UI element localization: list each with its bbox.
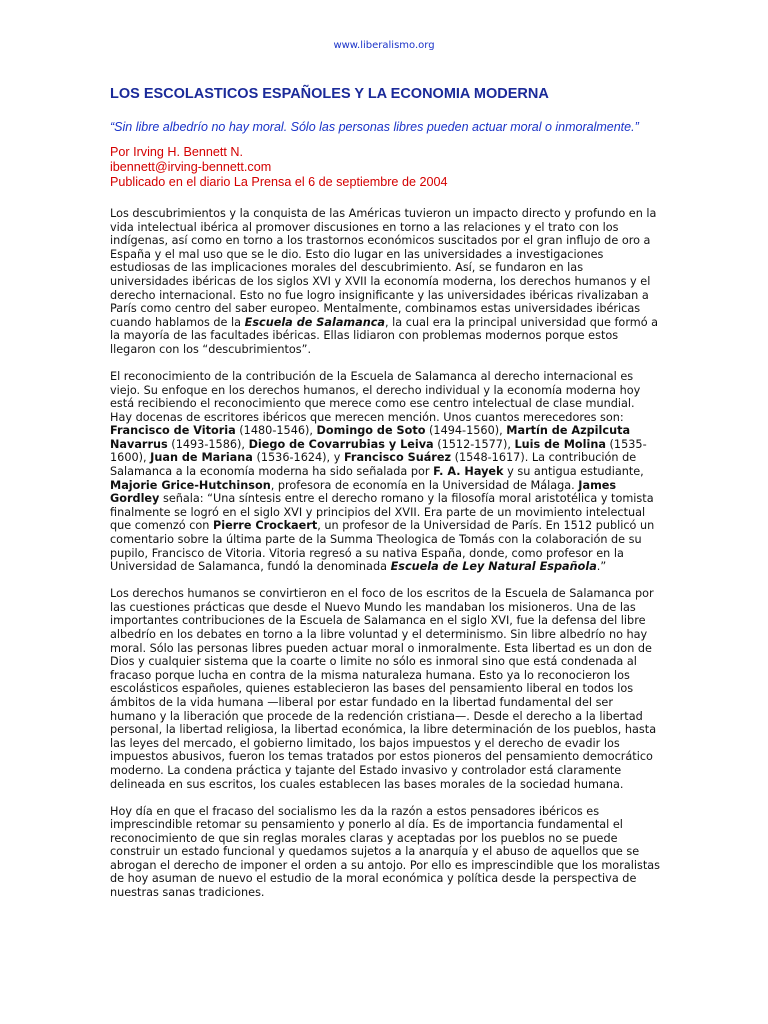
text-run: , la cual era la principal universidad que formó a la mayoría de las facultades ibéricas. Ellas lidiaron con problemas modernos porque estos llegaron con los “descubrimientos”. xyxy=(110,315,659,356)
text-run: , un profesor de la Universidad de París. En 1512 publicó un comentario sobre la última parte de la Summa Theologica de Tomás con la colaboración de su pupilo, Francisco de Vitoria. Vitoria regresó a su nativa España, donde, como profesor en la Universidad de Salamanca, fundó la denominada xyxy=(110,519,655,574)
site-url-link[interactable]: www.liberalismo.org xyxy=(333,40,435,51)
bold-name: Luis de Molina xyxy=(514,437,606,451)
text-run: (1493-1586), xyxy=(167,437,249,451)
bold-name: Juan de Mariana xyxy=(150,451,253,465)
text-run: (1494-1560), xyxy=(425,424,507,438)
bold-italic-term: Escuela de Ley Natural Española xyxy=(390,560,597,574)
body-paragraph xyxy=(110,370,660,574)
body-paragraph xyxy=(110,805,660,900)
author-line: Por Irving H. Bennett N. xyxy=(110,145,243,159)
text-run: (1480-1546), xyxy=(235,424,317,438)
article-title: LOS ESCOLASTICOS ESPAÑOLES Y LA ECONOMIA MODERNA xyxy=(110,86,549,102)
text-run: El reconocimiento de la contribución de la Escuela de Salamanca al derecho internacional es viejo. Su enfoque en los derechos humanos, el derecho individual y la economía moderna hoy está recibiendo el reconocimiento que merece como ese centro intelectual de clase mundial. Hay docenas de escritores ibéricos que merecen mención. Unos cuantos merecedores son: xyxy=(110,369,641,424)
bold-name: James Gordley xyxy=(110,478,617,506)
bold-name: Majorie Grice-Hutchinson xyxy=(110,478,271,492)
article-body xyxy=(110,207,660,913)
text-run: (1536-1624), y xyxy=(252,451,344,465)
text-run: Hoy día en que el fracaso del socialismo les da la razón a estos pensadores ibéricos es imprescindible retomar su pensamiento y ponerlo al día. Es de importancia fundamental el reconocimiento de que sin reglas morales claras y aceptadas por los pueblos no se puede construir un estado funcional y quedamos sujetos a la anarquía y el abuso de aquellos que se abrogan el derecho de imponer el orden a su antojo. Por ello es imprescindible que los moralistas de hoy asuman de nuevo el estudio de la moral económica y política desde la perspectiva de nuestras sanas tradiciones. xyxy=(110,804,660,900)
bold-name: Francisco de Vitoria xyxy=(110,424,236,438)
epigraph-quote: “Sin libre albedrío no hay moral. Sólo las personas libres pueden actuar moral o inmoralmente.” xyxy=(110,120,639,134)
publication-line: Publicado en el diario La Prensa el 6 de septiembre de 2004 xyxy=(110,175,448,189)
byline xyxy=(110,145,447,190)
text-run: (1548-1617). La contribución de Salamanca a la economía moderna ha sido señalada por xyxy=(110,451,637,479)
body-paragraph xyxy=(110,207,660,357)
bold-name: Pierre Crockaert xyxy=(213,519,318,533)
body-paragraph xyxy=(110,587,660,791)
text-run: y su antigua estudiante, xyxy=(503,465,644,479)
text-run: .” xyxy=(596,560,607,574)
bold-name: Martín de Azpilcuta Navarrus xyxy=(110,424,631,451)
bold-name: Francisco Suárez xyxy=(343,451,452,465)
bold-name: F. A. Hayek xyxy=(433,465,504,479)
text-run: (1535-1600), xyxy=(110,437,647,465)
text-run: Los descubrimientos y la conquista de las Américas tuvieron un impacto directo y profundo en la vida intelectual ibérica al promover discusiones en torno a las relaciones y el trato con los indígenas, así como en torno a los trastornos económicos suscitados por el gran influjo de oro a España y el mal uso que se le dio. Esto dio lugar en las universidades a investigaciones estudiosas de las implicaciones morales del descubrimiento. Así, se fundaron en las universidades ibéricas de los siglos XVI y XVII la economía moderna, los derechos humanos y el derecho internacional. Esto no fue logro insignificante y las universidades ibéricas rivalizaban a París como centro del saber europeo. Mentalmente, combinamos estas universidades ibéricas cuando hablamos de la xyxy=(110,207,657,329)
text-run: (1512-1577), xyxy=(433,437,515,451)
bold-name: Diego de Covarrubias y Leiva xyxy=(248,437,434,451)
bold-italic-term: Escuela de Salamanca xyxy=(244,315,386,329)
author-email-link[interactable]: ibennett@irving-bennett.com xyxy=(110,160,272,174)
text-run: Los derechos humanos se convirtieron en el foco de los escritos de la Escuela de Salamanca por las cuestiones prácticas que desde el Nuevo Mundo les mandaban los misioneros. Una de las importantes contribuciones de la Escuela de Salamanca en el siglo XVI, fue la defensa del libre albedrío en los debates en torno a la libre voluntad y el determinismo. Sin libre albedrío no hay moral. Sólo las personas libres pueden actuar moral o inmoralmente. Esta libertad es un don de Dios y cualquier sistema que la coarte o limite no sólo es inmoral sino que está condenada al fracaso porque lucha en contra de la misma naturaleza humana. Esto ya lo reconocieron los escolásticos españoles, quienes establecieron las bases del pensamiento liberal en todos los ámbitos de la vida humana —liberal por estar fundado en la libertad fundamental del ser humano y la liberación que procede de la redención cristiana—. Desde el derecho a la libertad personal, la libertad religiosa, la libertad económica, la libre determinación de los pueblos, hasta las leyes del mercado, el gobierno limitado, los bajos impuestos y el derecho de evadir los impuestos abusivos, fueron los temas tratados por estos pioneros del pensamiento democrático moderno. La condena práctica y tajante del Estado invasivo y controlador está claramente delineada en sus escritos, los cuales establecen las bases morales de la sociedad humana. xyxy=(110,587,657,791)
bold-name: Domingo de Soto xyxy=(316,424,426,438)
text-run: , profesora de economía en la Universidad de Málaga. xyxy=(270,478,579,492)
text-run: señala: “Una síntesis entre el derecho romano y la filosofía moral aristotélica y tomista finalmente se logró en el siglo XVI y principios del XVII. Era parte de un movimiento intelectual que comenzó con xyxy=(110,492,654,533)
